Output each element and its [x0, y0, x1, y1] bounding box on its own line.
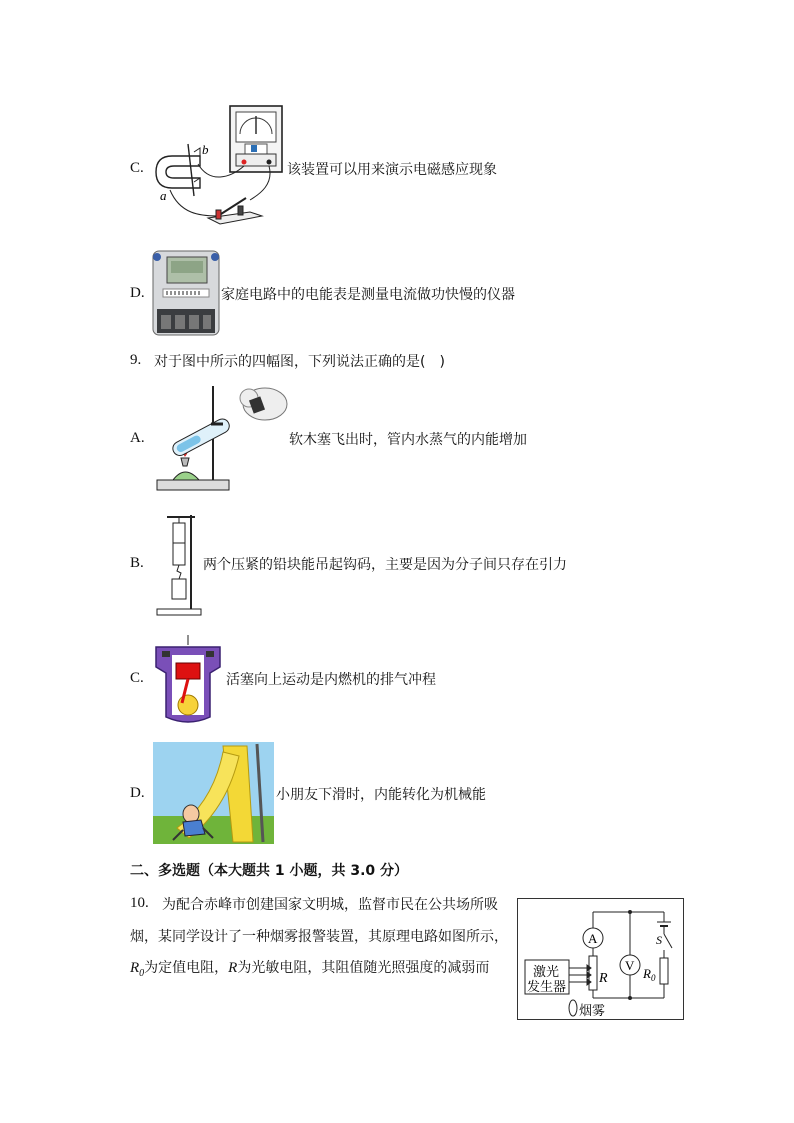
q9-number: 9.	[130, 352, 142, 368]
electromagnetic-induction-figure	[150, 104, 285, 232]
q8-option-c-text: 该装置可以用来演示电磁感应现象	[287, 162, 497, 178]
switch-label: S	[656, 933, 662, 947]
q9-option-c-letter: C.	[130, 670, 144, 686]
q9-stem: 对于图中所示的四幅图，下列说法正确的是( )	[154, 354, 445, 370]
r0-symbol: R	[130, 960, 140, 976]
section2-title: 二、多选题（本大题共 1 小题，共 3.0 分）	[130, 863, 409, 879]
r0-subscript: 0	[139, 967, 145, 979]
voltmeter-label: V	[625, 958, 635, 973]
electric-meter-image	[151, 249, 221, 337]
r0-label: $R_0$	[643, 966, 656, 983]
q10-line2: 烟，某同学设计了一种烟雾报警装置，其原理电路如图所示，	[130, 929, 508, 945]
q9-option-d-letter: D.	[130, 785, 145, 801]
q9-option-b-letter: B.	[130, 555, 144, 571]
r-desc: 为光敏电阻，其阻值随光照强度的减弱而	[237, 960, 490, 976]
r-symbol: R	[228, 960, 238, 976]
wire-label-b: b	[202, 142, 209, 157]
smoke-label: 烟雾	[579, 1004, 606, 1019]
laser-label-2: 发生器	[527, 980, 567, 995]
r-label: R	[599, 971, 608, 986]
test-tube-cork-figure	[155, 384, 289, 496]
lead-blocks-figure	[155, 513, 203, 617]
slide-child-image	[153, 742, 274, 844]
q10-number: 10.	[130, 895, 149, 911]
ammeter-label: A	[588, 931, 598, 946]
smoke-alarm-circuit	[517, 898, 684, 1020]
laser-label-1: 激光	[533, 965, 560, 980]
wire-label-a: a	[160, 188, 167, 203]
q8-option-d-letter: D.	[130, 285, 145, 301]
engine-stroke-figure	[152, 633, 224, 727]
q9-option-b-text: 两个压紧的铅块能吊起钩码，主要是因为分子间只存在引力	[203, 557, 567, 573]
r0-desc: 为定值电阻，	[144, 960, 229, 976]
q9-option-a-letter: A.	[130, 430, 145, 446]
q8-option-d-text: 家庭电路中的电能表是测量电流做功快慢的仪器	[221, 287, 515, 303]
q9-option-c-text: 活塞向上运动是内燃机的排气冲程	[226, 672, 436, 688]
q10-line3	[130, 958, 489, 984]
q9-option-a-text: 软木塞飞出时，管内水蒸气的内能增加	[289, 432, 527, 448]
q10-line1: 为配合赤峰市创建国家文明城，监督市民在公共场所吸	[162, 897, 498, 913]
q8-option-c-letter: C.	[130, 160, 144, 176]
q9-option-d-text: 小朋友下滑时，内能转化为机械能	[276, 787, 486, 803]
